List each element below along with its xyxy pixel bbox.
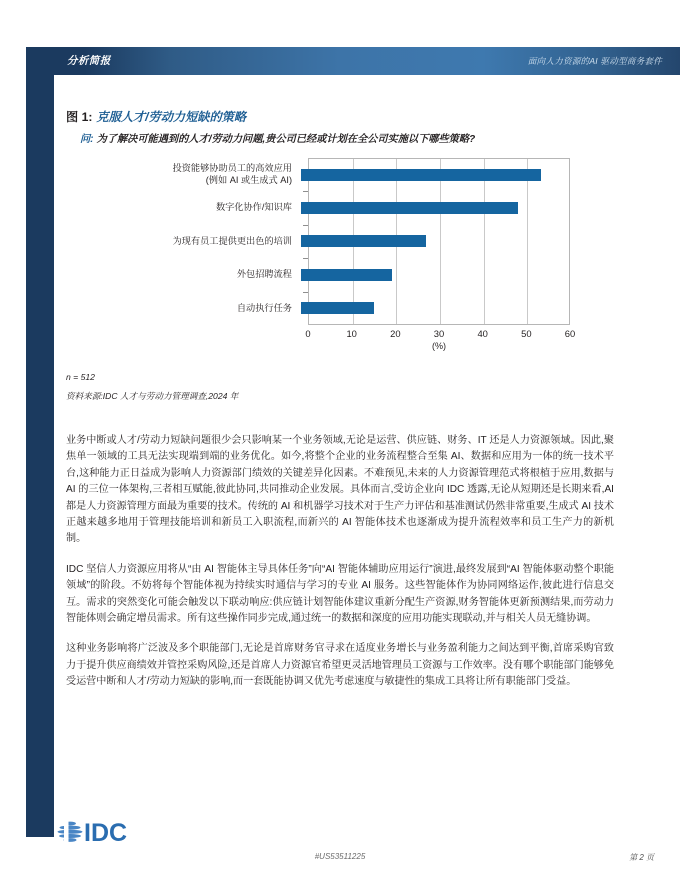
figure-number: 图 1: — [66, 110, 93, 124]
body-copy — [66, 433, 614, 705]
chart-category-row — [140, 292, 570, 325]
chart-category-row — [140, 225, 570, 258]
chart-categories — [140, 158, 570, 325]
x-axis-ticks — [305, 326, 576, 340]
sample-size-note: n = 512 — [66, 372, 95, 382]
x-axis-tick-label: 20 — [390, 328, 401, 339]
x-axis-tick-label: 50 — [521, 328, 532, 339]
figure-title — [66, 108, 246, 125]
left-accent-bar — [26, 47, 54, 837]
chart-category-label: 自动执行任务 — [236, 302, 292, 313]
chart-bar-track — [300, 225, 562, 258]
x-axis-tick-label: 60 — [564, 328, 576, 339]
chart-bar — [301, 269, 392, 281]
document-id: #US53511225 — [314, 852, 366, 861]
x-axis-label: (%) — [432, 341, 446, 351]
chart-bar — [301, 169, 541, 181]
chart-bar-track — [300, 191, 562, 224]
bar-chart — [140, 158, 595, 363]
chart-category-label: 投资能够协助员工的高效应用 (例如 AI 或生成式 AI) — [172, 163, 292, 185]
chart-category-label: 数字化协作/知识库 — [215, 202, 292, 213]
chart-bar — [301, 235, 426, 247]
chart-category-label: 为现有员工提供更出色的培训 — [172, 235, 292, 246]
body-paragraph: 这种业务影响将广泛波及多个职能部门,无论是首席财务官寻求在适度业务增长与业务盈利能力之间达到平衡,首席采购官致力于提升供应商绩效并管控采购风险,还是首席人力资源官希望更灵活地管理员工资源与工作效率。没有哪个职能部门能够免受运营中断和人才/劳动力短缺的影响,而一套既能协调又优先考虑速度与敏捷性的集成工具将让所有职能部门受益。 — [66, 643, 614, 688]
chart-category-row — [140, 158, 570, 191]
body-paragraph: IDC 坚信人力资源应用将从“由 AI 智能体主导具体任务”向“AI 智能体辅助应用运行”演进,最终发展到“AI 智能体驱动整个职能领域”的阶段。不妨将每个智能体视为持续实时通信与学习的专业 AI 服务。这些智能体作为协同网络运作,彼此进行信息交互。需求的突然变化可能会触发以下联动响应:供应链计划智能体建议重新分配生产资源,财务智能体更新预测结果,而劳动力智能体则会确定增员需求。所有这些操作同步完成,通过统一的数据和深度的应用功能实现联动,并与相关人员无缝协调。 — [66, 563, 614, 625]
question-text: 为了解决可能遇到的人才/劳动力问题,贵公司已经或计划在全公司实施以下哪些策略? — [96, 134, 476, 145]
chart-category-row — [140, 191, 570, 224]
source-note: 资料来源:IDC 人才与劳动力管理调查,2024 年 — [66, 391, 239, 401]
chart-category-label: 外包招聘流程 — [236, 269, 292, 280]
chart-bar-track — [300, 292, 562, 325]
figure-name: 克服人才/劳动力短缺的策略 — [96, 110, 247, 124]
page-number: 第 2 页 — [629, 853, 654, 862]
header-title: 分析简报 — [67, 55, 111, 67]
svg-text:IDC: IDC — [84, 819, 128, 847]
chart-bar — [301, 302, 374, 314]
x-axis-tick-label: 10 — [346, 328, 357, 339]
header-subtitle: 面向人力资源的AI 驱动型商务套件 — [527, 56, 662, 66]
chart-bar — [301, 202, 518, 214]
question-marker: 问: — [80, 134, 94, 145]
body-paragraph: 业务中断或人才/劳动力短缺问题很少会只影响某一个业务领域,无论是运营、供应链、财务、IT 还是人力资源领域。因此,聚焦单一领域的工具无法实现端到端的业务优化。如今,将整个企业的业务流程整合至集 AI、数据和应用为一体的统一技术平台,这种能力正日益成为影响人力资源部门绩效的关键差异化因素。不难预见,未来的人力资源管理范式将根植于应用,数据与 AI 的三位一体架构,三者相互赋能,彼此协同,共同推动企业发展。具体而言,受访企业向 IDC 透露,无论从短期还是长期来看,AI 都是人力资源管理方面最为重要的技术。传统的 AI 和机器学习技术对于生产力评估和基准测试仍然非常重要,生成式 AI 技术正越来越多地用于管理技能培训和新员工入职流程,而新兴的 AI 智能体技术也逐渐成为提升流程效率和员工生产力的新机制。 — [66, 435, 614, 545]
idc-logo — [56, 816, 152, 848]
chart-category-row — [140, 258, 570, 291]
x-axis-tick-label: 40 — [477, 328, 488, 339]
figure-question — [80, 130, 475, 145]
chart-bar-track — [300, 258, 562, 291]
x-axis-tick-label: 30 — [433, 328, 445, 339]
chart-bar-track — [300, 158, 562, 191]
x-axis-tick-label: 0 — [305, 328, 311, 339]
